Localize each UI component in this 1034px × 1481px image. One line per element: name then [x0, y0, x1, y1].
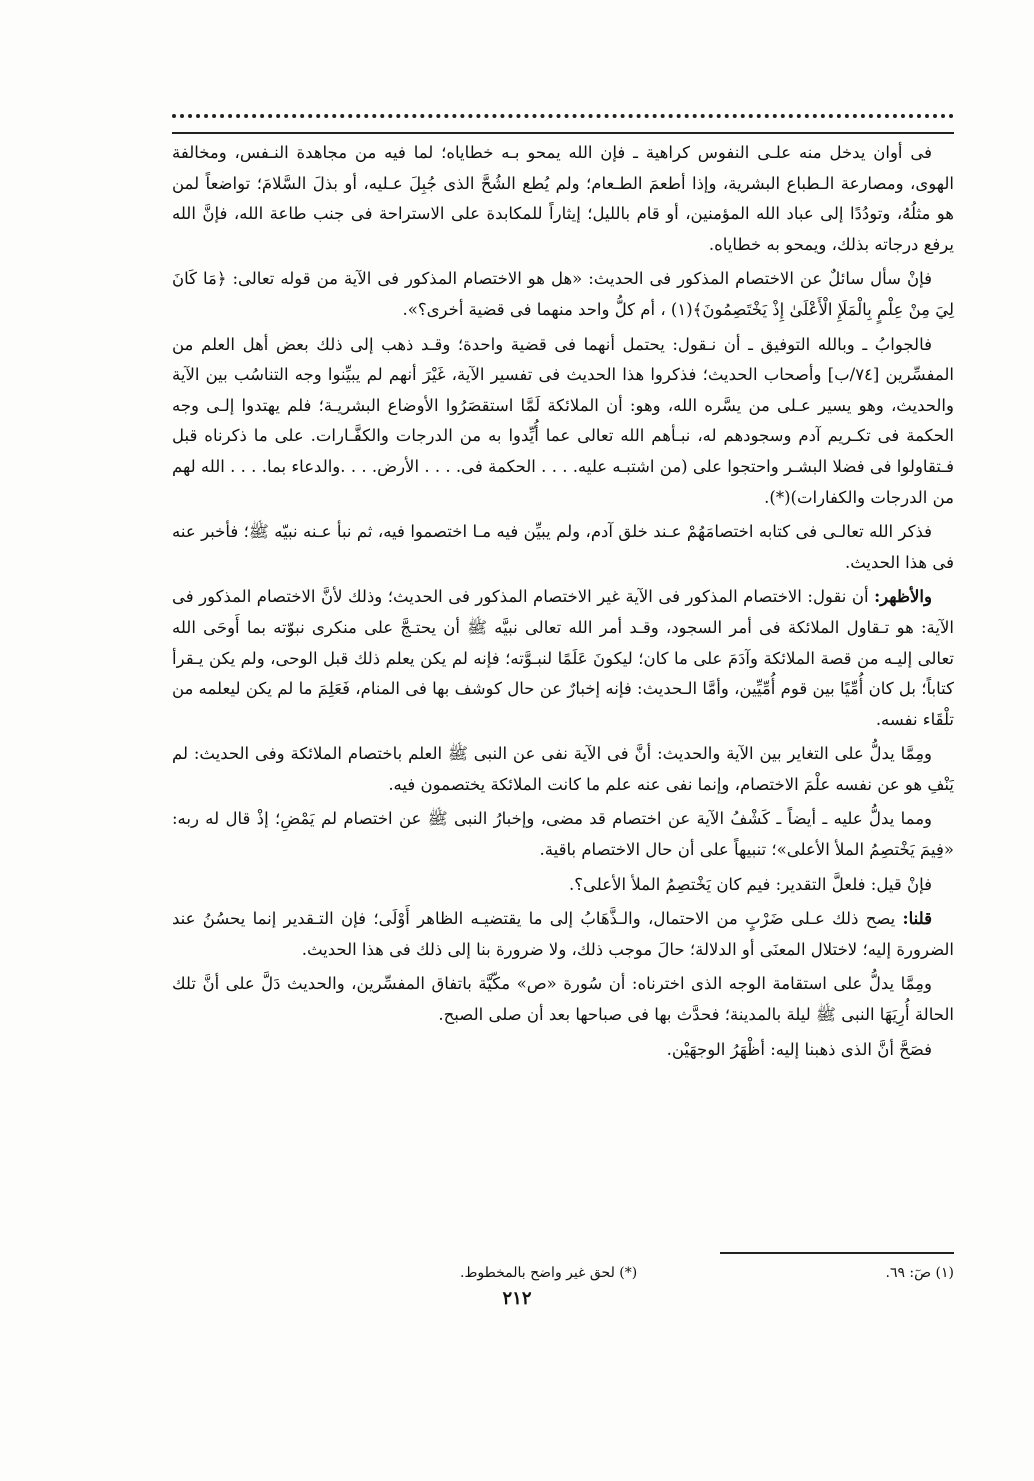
paragraph-text: فإنْ قيل: فلعلَّ التقدير: فيم كان يَخْتصِمُ الملأ الأعلى؟. — [569, 874, 932, 894]
header-dotted-rule — [172, 114, 954, 118]
paragraph-9 — [172, 904, 954, 965]
paragraph-1 — [172, 138, 954, 260]
paragraph-text: فذكر الله تعالـى فى كتابه اختصامَهُمْ عـند خلق آدم، ولم يبيِّن فيه مـا اختصموا فيه، ثم نبأ عـنه نبيّه ﷺ؛ فأخبر عنه فى هذا الحديث. — [172, 522, 954, 572]
paragraph-7 — [172, 804, 954, 865]
paragraph-5 — [172, 582, 954, 735]
main-text-block — [172, 138, 954, 1069]
paragraph-text: فإنْ سأل سائلٌ عن الاختصام المذكور فى الحديث: «هل هو الاختصام المذكور فى الآية من قوله تعالى: ﴿مَا كَانَ لِيَ مِنْ عِلْمٍ بِالْمَلَإِ الْأَعْلَىٰ إِذْ يَخْتَصِمُونَ﴾(١) ، أم كلُّ واحد منهما فى قضية أخرى؟». — [172, 269, 954, 319]
paragraph-text: ومما يدلُّ عليه ـ أيضاً ـ كَشْفُ الآية عن اختصام قد مضى، وإخبارُ النبى ﷺ عن اختصام لم يَمْضِ؛ إذْ قال له ربه: «فِيمَ يَخْتصِمُ الملأ الأعلى»؛ تنبيهاً على أن حال الاختصام باقية. — [172, 809, 954, 860]
paragraph-text: ومِمَّا يدلُّ على استقامة الوجه الذى اخترناه: أن سُورة «ص» مكّيَّة باتفاق المفسِّرين، والحديث دَلَّ على أنَّ تلك الحالة أُرِيَهَا النبى ﷺ ليلة بالمدينة؛ فحدَّث بها فى صباحها بعد أن صلى الصبح. — [172, 974, 954, 1025]
footnote-1: (١) صٓ: ٦٩. — [885, 1265, 954, 1281]
paragraph-lead: والأظهر: — [874, 587, 932, 607]
paragraph-3 — [172, 330, 954, 514]
paragraph-4 — [172, 517, 954, 578]
footnotes — [460, 1262, 954, 1284]
page-number: ٢١٢ — [502, 1288, 532, 1309]
paragraph-11 — [172, 1035, 954, 1066]
paragraph-8 — [172, 870, 954, 901]
paragraph-text: ومِمَّا يدلُّ على التغاير بين الآية والحديث: أنَّ فى الآية نفى عن النبى ﷺ العلم باختصام الملائكة وفى الحديث: لم يَنْفِ هو عن نفسه علْمَ الاختصام، وإنما نفى عنه علم ما كانت الملائكة يختصمون فيه. — [172, 744, 954, 794]
paragraph-text: فالجوابُ ـ وبالله التوفيق ـ أن نـقول: يحتمل أنهما فى قضية واحدة؛ وقـد ذهب إلى ذلك بعض أهل العلم من المفسِّرين [٧٤/ب] وأصحاب الحديث؛ فذكروا هذا الحديث فى تفسير الآية، غَيْرَ أنهم لم يبيِّنوا وجه التناسُب بين الآية والحديث، وهو يسير عـلى من يسَّره الله، وهو: أن الملائكة لَمَّا استقصَرُوا الأوضاع البشريـة؛ فلم يهتدوا إلـى وجه الحكمة فى تكـريم آدم وسجودهم له، نبـأهم الله تعالى عما أُيِّدوا به من الدرجات والكفَّـارات. على ما ذكرناه قبل فـتقاولوا فى فضلا البشـر واحتجوا على (من اشتبـه عليه. . . . الحكمة فى. . . . الأرض. . . .والدعاء بما. . . . الله لهم من الدرجات والكفارات)(*). — [172, 334, 955, 507]
footnote-separator — [720, 1252, 954, 1254]
paragraph-2 — [172, 264, 954, 325]
header-solid-rule — [172, 132, 954, 134]
paragraph-10 — [172, 969, 954, 1030]
paragraph-text: فى أوان يدخل منه علـى النفوس كراهية ـ فإن الله يمحو بـه خطاياه؛ لما فيه من مجاهدة النـفس، ومخالفة الهوى، ومصارعة الـطباع البشرية، وإذا أطعمَ الطـعام؛ ولم يُطع الشُحَّ الذى جُبِلَ عـليه، أو بذلَ السَّلامَ؛ تواضعاً لمن هو مثلُهُ، وتودُدًا إلى عباد الله المؤمنين، أو قام بالليل؛ إيثاراً للمكابدة على الاستراحة فى جنب طاعة الله، فإنَّ الله يرفع درجاته بذلك، ويمحو به خطاياه. — [172, 143, 954, 254]
paragraph-6 — [172, 739, 954, 800]
paragraph-text: يصح ذلك عـلى ضَرْبٍ من الاحتمال، والـذَّهَابُ إلى ما يقتضيـه الظاهر أَوْلَى؛ فإن التـقدير إنما يحسُنُ عند الضرورة إليه؛ لاختلال المعنَى أو الدلالة؛ حالَ موجب ذلك، ولا ضرورة بنا إلى ذلك فى هذا الحديث. — [172, 909, 954, 959]
paragraph-text: فصَحَّ أنَّ الذى ذهبنا إليه: أظْهَرُ الوجهَيْن. — [666, 1039, 932, 1059]
paragraph-text: أن نقول: الاختصام المذكور فى الآية غير الاختصام المذكور فى الحديث؛ وذلك لأنَّ الاختصام المذكور فى الآية: هو تـقاول الملائكة فى أمر السجود، وقـد أمر الله تعالى نبيَّه ﷺ أن يحتـجَّ على منكرى نبوّته بما أَوحَى الله تعالى إليـه من قصة الملائكة وآدَمَ على ما كان؛ ليكونَ عَلَمًا لنبـوَّته؛ فإنه لم يكن يعلم ذلك قبل الوحى، ولم يكن يـقرأ كتاباً؛ بل كان أُمِّيًا بين قوم أُمِّيِّين، وأمَّا الـحديث: فإنه إخبارٌ عن حال كوشف بها فى المنام، فَعَلِمَ ما لم يكن ليعلمه من تلْقَاء نفسه. — [172, 587, 954, 729]
paragraph-lead: قلنا: — [902, 909, 932, 929]
footnote-star: (*) لحق غير واضح بالمخطوط. — [460, 1265, 638, 1281]
